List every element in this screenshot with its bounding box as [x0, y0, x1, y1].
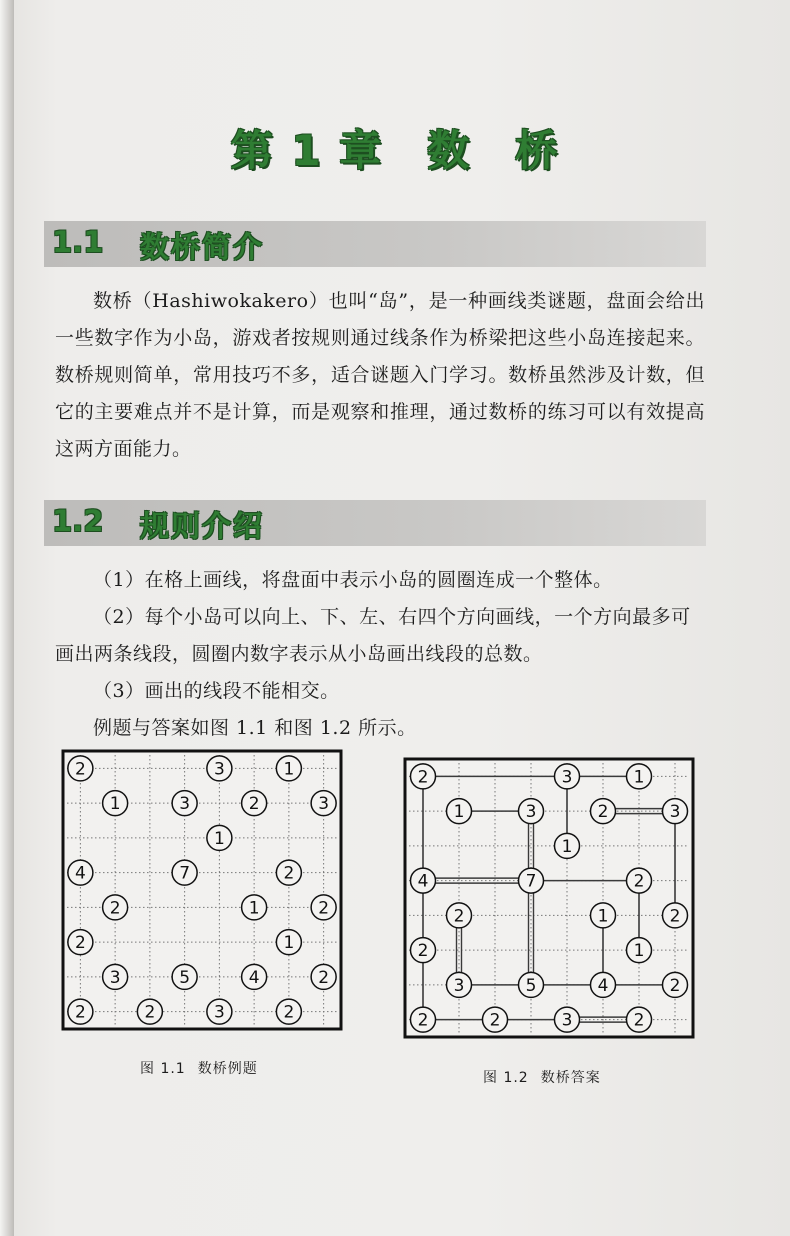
island: [410, 764, 435, 789]
island-number: 1: [597, 906, 609, 927]
island-number: 1: [283, 759, 295, 780]
island: [311, 895, 336, 920]
section-heading-1-2: [44, 500, 706, 546]
figure-caption-text: 数桥答案: [540, 1070, 601, 1086]
island: [103, 895, 128, 920]
island: [626, 868, 651, 893]
island-number: 2: [74, 1002, 86, 1023]
island: [518, 799, 543, 824]
island-number: 2: [74, 759, 86, 780]
island: [410, 868, 435, 893]
island-number: 2: [489, 1010, 501, 1031]
island-number: 2: [283, 863, 295, 884]
island-number: 1: [633, 767, 645, 788]
island: [446, 972, 471, 997]
grid-frame: [405, 759, 693, 1037]
island: [68, 930, 93, 955]
island: [103, 791, 128, 816]
island-number: 7: [525, 871, 537, 892]
solution-figure: [402, 756, 696, 1040]
island: [242, 895, 267, 920]
island-number: 3: [109, 967, 121, 988]
island-number: 2: [283, 1002, 295, 1023]
island: [662, 903, 687, 928]
island-number: 7: [179, 863, 191, 884]
island: [103, 964, 128, 989]
figure-2-caption: [483, 1067, 601, 1087]
island-number: 3: [561, 1010, 573, 1031]
island: [207, 999, 232, 1024]
island: [626, 938, 651, 963]
book-spine: [0, 0, 14, 1236]
island: [276, 999, 301, 1024]
island: [311, 964, 336, 989]
island: [276, 860, 301, 885]
intro-paragraph: 数桥（Hashiwokakero）也叫“岛”，是一种画线类谜题，盘面会给出一些数字作为小岛，游戏者按规则通过线条作为桥梁把这些小岛连接起来。数桥规则简单，常用技巧不多，适合谜题入门学习。数桥虽然涉及计数，但它的主要难点并不是计算，而是观察和推理，通过数桥的练习可以有效提高这两方面能力。: [55, 290, 705, 460]
island-number: 2: [417, 1010, 429, 1031]
puzzle-figure: [60, 748, 344, 1032]
island-number: 1: [213, 828, 225, 849]
rule-3: （3）画出的线段不能相交。: [93, 680, 340, 702]
island: [68, 860, 93, 885]
island: [554, 764, 579, 789]
figure-number: 图 1.1: [140, 1061, 186, 1077]
island-number: 5: [179, 967, 191, 988]
island-number: 3: [453, 975, 465, 996]
island-number: 3: [525, 802, 537, 823]
island: [137, 999, 162, 1024]
island: [518, 868, 543, 893]
island-number: 1: [283, 933, 295, 954]
island-number: 3: [213, 759, 225, 780]
section-heading-1-1: [44, 221, 706, 267]
island: [626, 1007, 651, 1032]
island: [276, 756, 301, 781]
island-number: 4: [248, 967, 260, 988]
island-number: 2: [669, 975, 681, 996]
island: [446, 799, 471, 824]
island-number: 3: [561, 767, 573, 788]
island-number: 2: [318, 898, 330, 919]
island: [590, 799, 615, 824]
figure-intro: 例题与答案如图 1.1 和图 1.2 所示。: [93, 717, 417, 739]
island-number: 2: [633, 1010, 645, 1031]
island: [410, 938, 435, 963]
island: [242, 791, 267, 816]
island: [482, 1007, 507, 1032]
island: [172, 964, 197, 989]
island: [172, 860, 197, 885]
chapter-title: 第 1 章 数 桥: [230, 126, 560, 175]
island: [662, 799, 687, 824]
island-number: 3: [318, 794, 330, 815]
island: [662, 972, 687, 997]
island-number: 2: [318, 967, 330, 988]
figure-caption-text: 数桥例题: [197, 1061, 258, 1077]
grid-frame: [63, 751, 341, 1029]
island: [207, 825, 232, 850]
section-number: 1.1: [52, 225, 104, 259]
rule-2: （2）每个小岛可以向上、下、左、右四个方向画线，一个方向最多可画出两条线段，圆圈内数字表示从小岛画出线段的总数。: [55, 606, 691, 665]
island-number: 2: [109, 898, 121, 919]
island-number: 2: [597, 802, 609, 823]
island: [242, 964, 267, 989]
rule-1: （1）在格上画线，将盘面中表示小岛的圆圈连成一个整体。: [93, 569, 613, 591]
island-number: 2: [453, 906, 465, 927]
island-number: 2: [669, 906, 681, 927]
section-number: 1.2: [52, 504, 104, 538]
island-number: 2: [248, 794, 260, 815]
island-number: 2: [417, 767, 429, 788]
island-number: 1: [248, 898, 260, 919]
island: [518, 972, 543, 997]
island: [68, 999, 93, 1024]
island: [554, 833, 579, 858]
island: [172, 791, 197, 816]
island-number: 2: [74, 933, 86, 954]
island-number: 3: [669, 802, 681, 823]
section-title: 数桥简介: [140, 230, 265, 264]
island: [590, 972, 615, 997]
section-title: 规则介绍: [140, 509, 265, 543]
island: [446, 903, 471, 928]
figure-1-caption: [140, 1058, 258, 1078]
island: [68, 756, 93, 781]
island-number: 1: [633, 941, 645, 962]
island: [276, 930, 301, 955]
island-number: 1: [453, 802, 465, 823]
island: [590, 903, 615, 928]
island-number: 1: [561, 836, 573, 857]
island-number: 5: [525, 975, 537, 996]
island-number: 4: [417, 871, 429, 892]
island-number: 4: [597, 975, 609, 996]
island-number: 2: [633, 871, 645, 892]
island-number: 2: [144, 1002, 156, 1023]
island: [410, 1007, 435, 1032]
island-number: 2: [417, 941, 429, 962]
island: [554, 1007, 579, 1032]
island-number: 1: [109, 794, 121, 815]
island: [626, 764, 651, 789]
figure-number: 图 1.2: [483, 1070, 529, 1086]
island-number: 3: [213, 1002, 225, 1023]
island-number: 4: [74, 863, 86, 884]
island: [311, 791, 336, 816]
island-number: 3: [179, 794, 191, 815]
island: [207, 756, 232, 781]
